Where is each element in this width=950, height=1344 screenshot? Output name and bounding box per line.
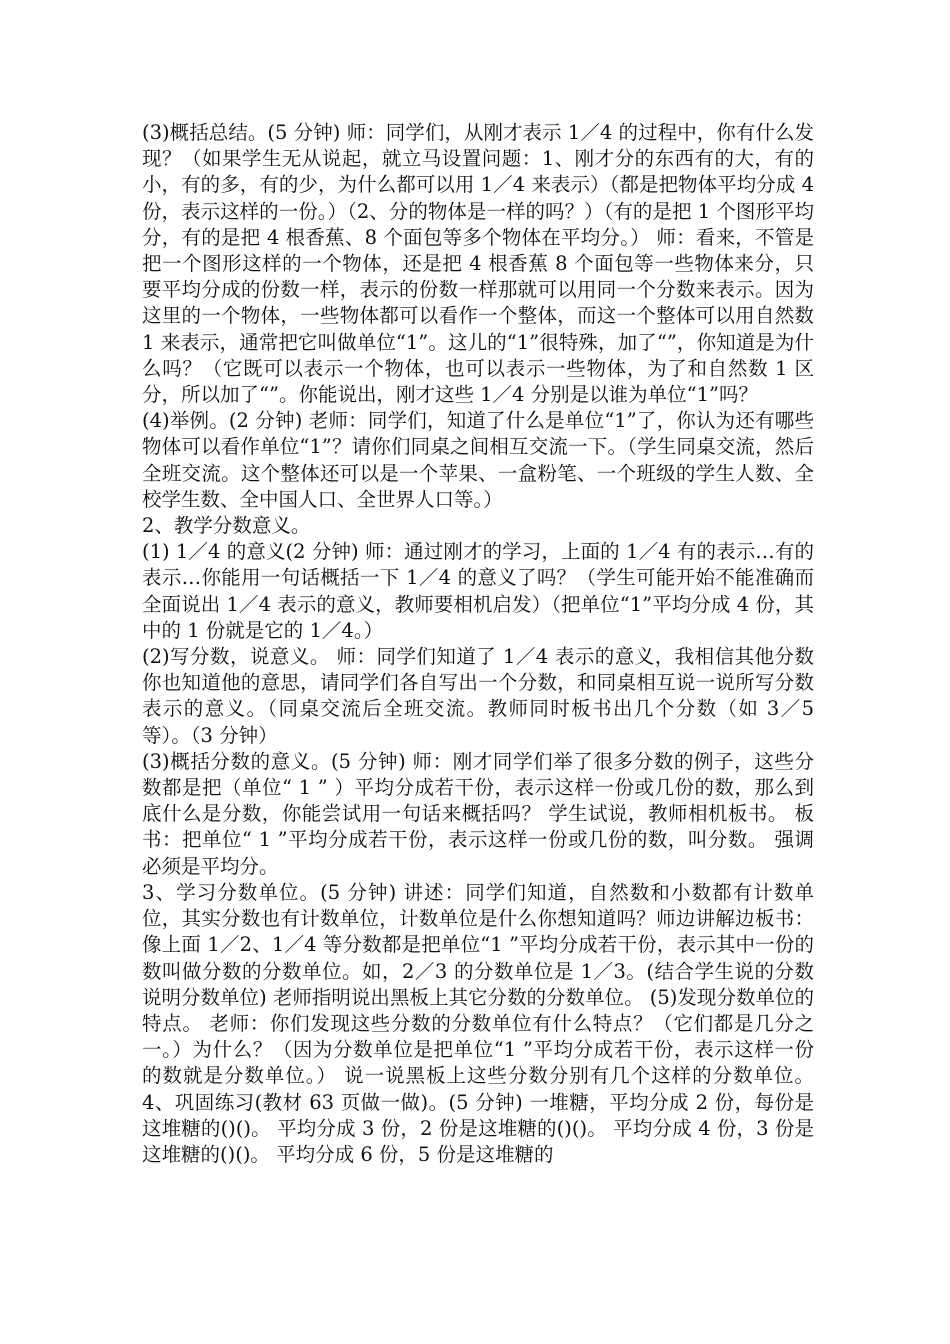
paragraph-examples: (4)举例。(2 分钟) 老师：同学们，知道了什么是单位“1”了，你认为还有哪些物体可以看作单位“1”？请你们同桌之间相互交流一下。（学生同桌交流，然后全班交流。这个整体还可以是一个苹果、一盒粉笔、一个班级的学生人数、全校学生数、全中国人口、全世界人口等。）	[142, 409, 814, 511]
paragraph-meaning-of-quarter: (1) 1／4 的意义(2 分钟) 师：通过刚才的学习，上面的 1／4 有的表示…有的表示…你能用一句话概括一下 1／4 的意义了吗？（学生可能开始不能准确而全面说出 1／4 表示的意义，教师要相机启发）（把单位“1”平均分成 4 份，其中的 1 份就是它的 1／4。）	[142, 540, 814, 642]
paragraph-fraction-meaning: (3)概括分数的意义。(5 分钟) 师：刚才同学们举了很多分数的例子，这些分数都是把（单位“ 1 ” ）平均分成若干份，表示这样一份或几份的数，那么到底什么是分数，你能尝试用一句话来概括吗？ 学生试说，教师相机板书。 板书：把单位“ 1 ”平均分成若干份，表示这样一份或几份的数，叫分数。 强调必须是平均分。	[142, 749, 814, 878]
paragraph-section-2-heading: 2、教学分数意义。	[142, 514, 311, 538]
document-page	[142, 120, 814, 1168]
paragraph-summary: (3)概括总结。(5 分钟) 师：同学们，从刚才表示 1／4 的过程中，你有什么发现？（如果学生无从说起，就立马设置问题：1、刚才分的东西有的大，有的小，有的多，有的少，为什么都可以用 1／4 来表示）（都是把物体平均分成 4 份，表示这样的一份。）（2、分的物体是一样的吗？）（有的是把 1 个图形平均分，有的是把 4 根香蕉、8 个面包等多个物体在平均分。） 师：看来，不管是把一个图形这样的一个物体，还是把 4 根香蕉 8 个面包等一些物体来分，只要平均分成的份数一样，表示的份数一样那就可以用同一个分数来表示。因为这里的一个物体，一些物体都可以看作一个整体，而这一个整体可以用自然数 1 来表示，通常把它叫做单位“1”。这儿的“1”很特殊，加了“”，你知道是为什么吗？（它既可以表示一个物体，也可以表示一些物体，为了和自然数 1 区分，所以加了“”。你能说出，刚才这些 1／4 分别是以谁为单位“1”吗？	[142, 121, 814, 407]
paragraph-fraction-units: 3、学习分数单位。(5 分钟) 讲述：同学们知道，自然数和小数都有计数单位，其实分数也有计数单位，计数单位是什么你想知道吗？师边讲解边板书：像上面 1／2、1／4 等分数都是把单位“1 ”平均分成若干份，表示其中一份的数叫做分数的分数单位。如，2／3 的分数单位是 1／3。(结合学生说的分数说明分数单位) 老师指明说出黑板上其它分数的分数单位。 (5)发现分数单位的特点。 老师：你们发现这些分数的分数单位有什么特点？（它们都是几分之一。）为什么？（因为分数单位是把单位“1 ”平均分成若干份，表示这样一份的数就是分数单位。） 说一说黑板上这些分数分别有几个这样的分数单位。 4、巩固练习(教材 63 页做一做)。(5 分钟) 一堆糖，平均分成 2 份，每份是这堆糖的()()。 平均分成 3 份，2 份是这堆糖的()()。 平均分成 4 份，3 份是这堆糖的()()。 平均分成 6 份，5 份是这堆糖的	[142, 880, 814, 1166]
paragraph-write-fractions: (2)写分数，说意义。 师：同学们知道了 1／4 表示的意义，我相信其他分数你也知道他的意思，请同学们各自写出一个分数，和同桌相互说一说所写分数表示的意义。（同桌交流后全班交流。教师同时板书出几个分数（如 3／5 等）。（3 分钟）	[142, 645, 814, 747]
